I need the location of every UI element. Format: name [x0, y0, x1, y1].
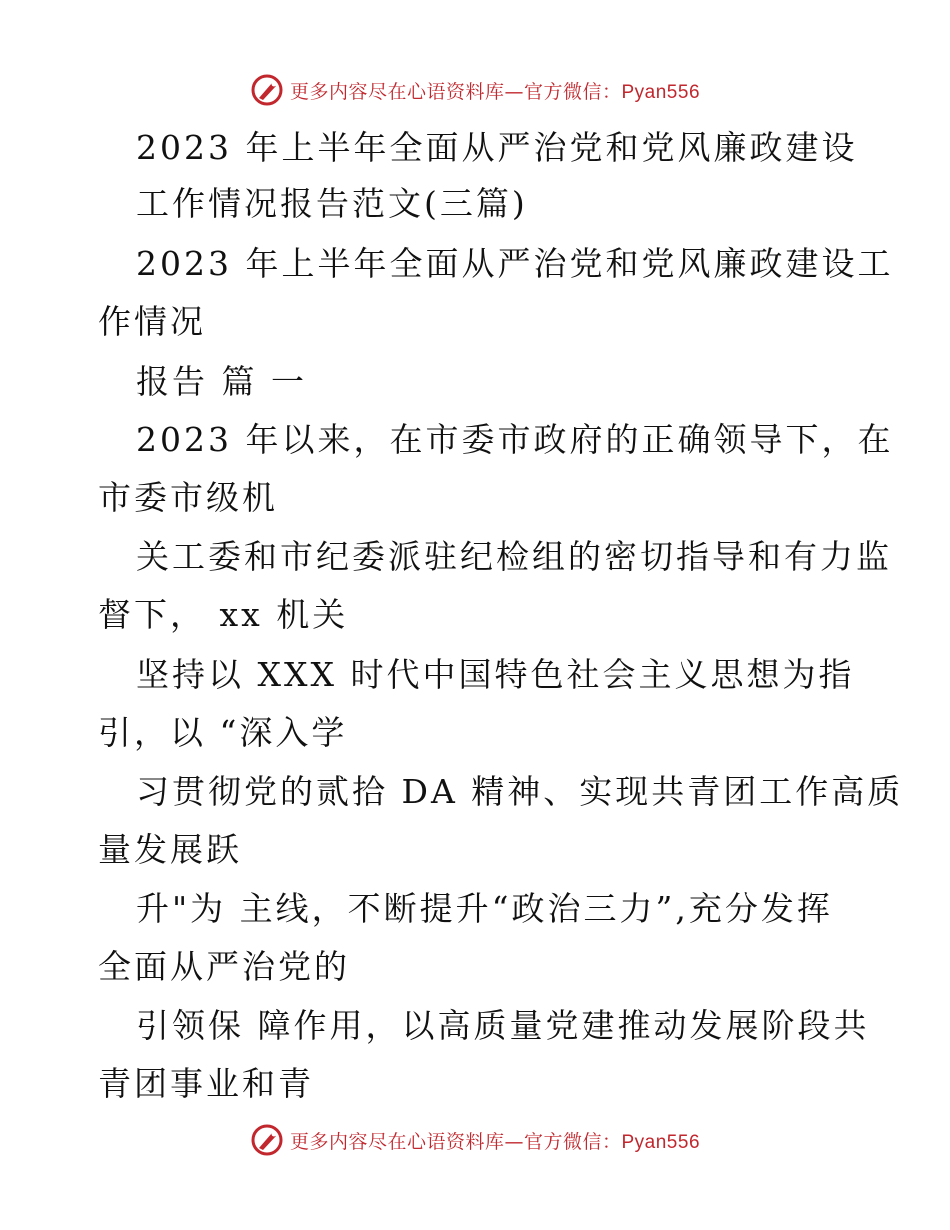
text-line: 习贯彻党的贰拾 DA 精神、实现共青团工作高质 [136, 772, 904, 811]
pen-logo-icon [250, 73, 284, 107]
banner-separator: — [504, 1130, 524, 1153]
text-line: 引领保 障作用，以高质量党建推动发展阶段共 [136, 1006, 870, 1045]
text-line: 市委市级机 [98, 478, 278, 517]
footer-watermark-banner [0, 1120, 950, 1160]
banner-sub-text: 官方微信： [523, 80, 622, 103]
banner-text [290, 77, 700, 104]
text-line: 引，以 “深入学 [98, 713, 348, 752]
text-line: 量发展跃 [98, 830, 242, 869]
banner-wechat-id: Pyan556 [621, 81, 701, 103]
text-line: 坚持以 XXX 时代中国特色社会主义思想为指 [136, 655, 855, 694]
title-line-2: 工作情况报告范文(三篇) [136, 184, 528, 223]
pen-logo-icon [250, 1123, 284, 1157]
banner-text [290, 1127, 700, 1154]
text-line: 升"为 主线，不断提升“政治三力”,充分发挥 [136, 889, 833, 928]
banner-sub-text: 官方微信： [523, 1130, 622, 1153]
section-heading: 报告 篇 一 [136, 362, 307, 401]
banner-main-text: 更多内容尽在心语资料库 [289, 1130, 505, 1153]
text-line: 青团事业和青 [98, 1064, 314, 1103]
banner-separator: — [504, 80, 524, 103]
title-line-1: 2023 年上半年全面从严治党和党风廉政建设 [136, 128, 858, 167]
header-watermark-banner [0, 70, 950, 110]
text-line: 2023 年上半年全面从严治党和党风廉政建设工 [136, 244, 894, 283]
text-line: 关工委和市纪委派驻纪检组的密切指导和有力监 [136, 537, 892, 576]
text-line: 督下， xx 机关 [98, 595, 349, 634]
banner-wechat-id: Pyan556 [621, 1131, 701, 1153]
text-line: 作情况 [98, 302, 206, 341]
text-line: 全面从严治党的 [98, 947, 350, 986]
banner-main-text: 更多内容尽在心语资料库 [289, 80, 505, 103]
text-line: 2023 年以来，在市委市政府的正确领导下，在 [136, 420, 894, 459]
